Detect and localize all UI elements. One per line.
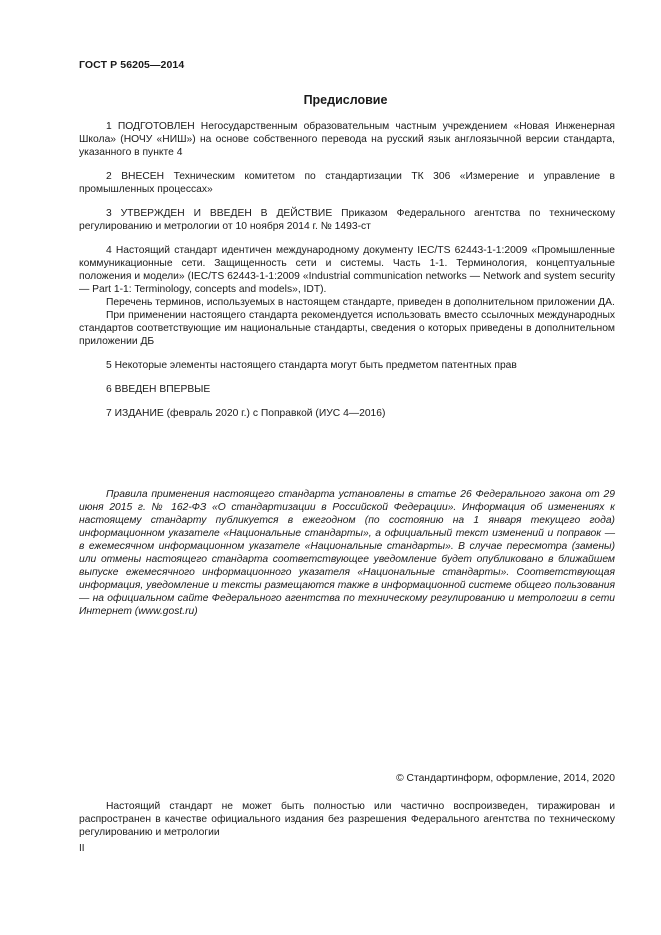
document-header-id: ГОСТ Р 56205—2014 — [79, 59, 185, 71]
reproduction-notice: Настоящий стандарт не может быть полностью или частично воспроизведен, тиражирован и распространен в качестве официального издания без разрешения Федерального агентства по техническому регулированию и метрологии — [79, 801, 615, 838]
item-7-edition: 7 ИЗДАНИЕ (февраль 2020 г.) с Поправкой (ИУС 4—2016) — [106, 408, 386, 419]
page-number: II — [79, 843, 85, 854]
rules-notice: Правила применения настоящего стандарта установлены в статье 26 Федерального закона от 29 июня 2015 г. № 162-ФЗ «О стандартизации в Российской Федерации». Информация об изменениях к настоящему стандарту публикуется в ежегодном (по состоянию на 1 января текущего года) информационном указателе «Национальные стандарты», а официальный текст изменений и поправок — в ежемесячном информационном указателе «Национальные стандарты». В случае пересмотра (замены) или отмены настоящего стандарта соответствующее уведомление будет опубликовано в ближайшем выпуске ежемесячного информационного указателя «Национальные стандарты». Соответствующая информация, уведомление и тексты размещаются также в информационной системе общего пользования — на официальном сайте Федерального агентства по техническому регулированию и метрологии в сети Интернет (www.gost.ru) — [79, 489, 615, 617]
item-4-terms-list: Перечень терминов, используемых в настоящем стандарте, приведен в дополнительном приложении ДА. — [106, 297, 615, 308]
section-title: Предисловие — [303, 93, 388, 107]
item-5-patents: 5 Некоторые элементы настоящего стандарта могут быть предметом патентных прав — [106, 360, 517, 371]
item-4-application-note: При применении настоящего стандарта рекомендуется использовать вместо ссылочных международных стандартов соответствующие им национальные стандарты, сведения о которых приведены в дополнительном приложении ДБ — [79, 310, 615, 347]
item-1-prepared: 1 ПОДГОТОВЛЕН Негосударственным образовательным частным учреждением «Новая Инженерная Школа» (НОЧУ «НИШ») на основе собственного перевода на русский язык англоязычной версии стандарта, указанного в пункте 4 — [79, 121, 615, 158]
item-6-first-introduced: 6 ВВЕДЕН ВПЕРВЫЕ — [106, 384, 211, 395]
foreword-body — [79, 120, 615, 420]
item-2-submitted: 2 ВНЕСЕН Техническим комитетом по стандартизации ТК 306 «Измерение и управление в промышленных процессах» — [79, 171, 615, 195]
copyright-line: © Стандартинформ, оформление, 2014, 2020 — [396, 773, 615, 784]
item-3-approved: 3 УТВЕРЖДЕН И ВВЕДЕН В ДЕЙСТВИЕ Приказом Федерального агентства по техническому регулированию и метрологии от 10 ноября 2014 г. № 1493-ст — [79, 208, 615, 232]
item-4-identical: 4 Настоящий стандарт идентичен международному документу IEC/TS 62443-1-1:2009 «Промышленные коммуникационные сети. Защищенность сети и системы. Часть 1-1. Терминология, концептуальные положения и модели» (IEC/TS 62443-1-1:2009 «Industrial communication networks — Network and system security — Part 1-1: Terminology, concepts and models», IDT). — [79, 245, 615, 295]
